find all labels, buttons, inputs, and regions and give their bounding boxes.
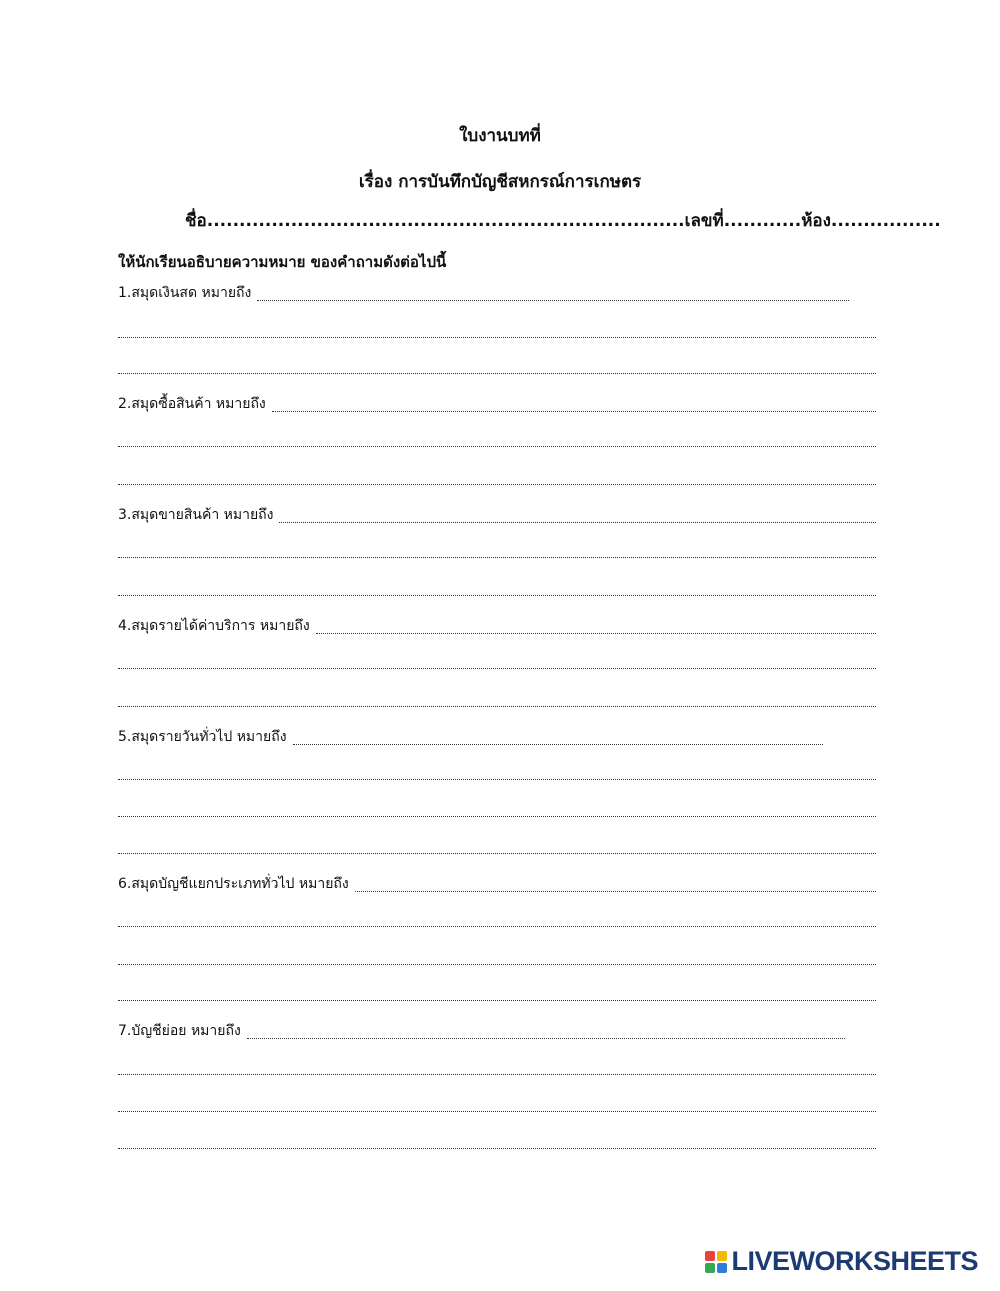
answer-line[interactable] xyxy=(279,508,876,523)
answer-line[interactable] xyxy=(118,706,876,707)
answer-line[interactable] xyxy=(118,1148,876,1149)
question-6 xyxy=(118,875,876,895)
question-label: 5.สมุดรายวันทั่วไป หมายถึง xyxy=(118,729,287,745)
question-label: 6.สมุดบัญชีแยกประเภททั่วไป หมายถึง xyxy=(118,876,349,892)
question-label: 7.บัญชีย่อย หมายถึง xyxy=(118,1023,241,1039)
answer-line[interactable] xyxy=(118,816,876,817)
logo-text: LIVEWORKSHEETS xyxy=(731,1246,978,1276)
question-label: 3.สมุดขายสินค้า หมายถึง xyxy=(118,507,274,523)
answer-line[interactable] xyxy=(272,397,876,412)
answer-line[interactable] xyxy=(118,1074,876,1075)
answer-line[interactable] xyxy=(118,779,876,780)
answer-line[interactable] xyxy=(118,853,876,854)
answer-line[interactable] xyxy=(247,1024,845,1039)
answer-line[interactable] xyxy=(118,557,876,558)
answer-line[interactable] xyxy=(118,668,876,669)
answer-line[interactable] xyxy=(355,877,876,892)
worksheet-subtitle: เรื่อง การบันทึกบัญชีสหกรณ์การเกษตร xyxy=(358,172,642,192)
question-1 xyxy=(118,284,876,304)
question-4 xyxy=(118,617,876,637)
answer-line[interactable] xyxy=(118,373,876,374)
question-label: 1.สมุดเงินสด หมายถึง xyxy=(118,285,252,301)
answer-line[interactable] xyxy=(293,730,823,745)
instruction-text: ให้นักเรียนอธิบายความหมาย ของคำถามดังต่อไปนี้ xyxy=(118,253,447,271)
answer-line[interactable] xyxy=(118,337,876,338)
answer-line[interactable] xyxy=(316,619,876,634)
question-3 xyxy=(118,506,876,526)
student-info-row[interactable]: ชื่อ..........................................................................เลขที่............ห้อง................. xyxy=(185,211,941,231)
question-7 xyxy=(118,1022,876,1042)
answer-line[interactable] xyxy=(118,964,876,965)
answer-line[interactable] xyxy=(118,484,876,485)
question-label: 2.สมุดซื้อสินค้า หมายถึง xyxy=(118,396,266,412)
answer-line[interactable] xyxy=(118,446,876,447)
question-2 xyxy=(118,395,876,415)
liveworksheets-logo xyxy=(705,1246,978,1277)
answer-line[interactable] xyxy=(118,595,876,596)
question-label: 4.สมุดรายได้ค่าบริการ หมายถึง xyxy=(118,618,310,634)
liveworksheets-blocks-icon xyxy=(705,1251,727,1273)
answer-line[interactable] xyxy=(118,926,876,927)
answer-line[interactable] xyxy=(118,1000,876,1001)
worksheet-title: ใบงานบทที่ xyxy=(459,126,541,146)
answer-line[interactable] xyxy=(257,286,849,301)
question-5 xyxy=(118,728,876,748)
answer-line[interactable] xyxy=(118,1111,876,1112)
